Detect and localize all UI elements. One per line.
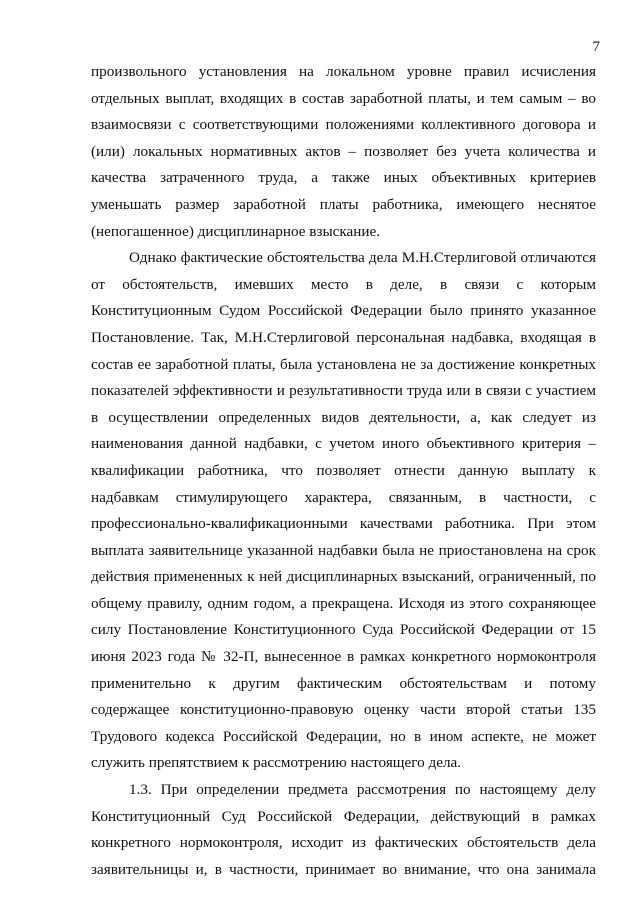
text-line: квалификации работника, что позволяет отнести данную выплату к: [91, 461, 596, 479]
text-line: состав ее заработной платы, была установлена не за достижение конкретных: [91, 355, 596, 373]
text-line: наименования данной надбавки, с учетом иного объективного критерия –: [91, 435, 596, 453]
text-line: содержащее конституционно-правовую оценку части второй статьи 135: [91, 701, 596, 719]
text-line: 1.3. При определении предмета рассмотрения по настоящему делу: [129, 781, 596, 799]
paragraph-2: [91, 245, 596, 777]
text-line: июня 2023 года № 32-П, вынесенное в рамках конкретного нормоконтроля: [91, 648, 596, 666]
page-number: 7: [592, 39, 600, 55]
text-line: произвольного установления на локальном уровне правил исчисления: [91, 63, 596, 80]
text-line: действия примененных к ней дисциплинарных взысканий, ограниченный, по: [91, 568, 596, 586]
text-line: уменьшать размер заработной платы работника, имеющего неснятое: [91, 195, 596, 213]
text-line: Трудового кодекса Российской Федерации, но в ином аспекте, не может: [91, 727, 596, 745]
text-line: применительно к другим фактическим обстоятельствам и потому: [91, 674, 596, 692]
text-line: Конституционный Суд Российской Федерации, действующий в рамках: [91, 807, 596, 825]
text-line: заявительницы и, в частности, принимает во внимание, что она занимала: [91, 860, 596, 878]
text-line: Однако фактические обстоятельства дела М.Н.Стерлиговой отличаются: [129, 249, 596, 267]
text-line: профессионально-квалификационными качествами работника. При этом: [91, 515, 596, 533]
paragraph-3: [91, 777, 596, 883]
document-body: [91, 59, 596, 883]
text-line: выплата заявительнице указанной надбавки была не приостановлена на срок: [91, 541, 596, 559]
text-line: от обстоятельств, имевших место в деле, в связи с которым: [91, 275, 596, 293]
text-line: (непогашенное) дисциплинарное взыскание.: [91, 222, 381, 240]
text-line: силу Постановление Конституционного Суда Российской Федерации от 15: [91, 621, 596, 639]
paragraph-1: [91, 59, 596, 245]
text-line: показателей эффективности и результативности труда или в связи с участием: [91, 382, 596, 400]
text-line: взаимосвязи с соответствующими положениями коллективного договора и: [91, 116, 596, 134]
text-line: общему правилу, одним годом, а прекращена. Исходя из этого сохраняющее: [91, 594, 596, 612]
text-line: (или) локальных нормативных актов – позволяет без учета количества и: [91, 142, 596, 160]
text-line: отдельных выплат, входящих в состав заработной платы, и тем самым – во: [91, 89, 596, 107]
text-line: служить препятствием к рассмотрению настоящего дела.: [91, 754, 462, 772]
text-line: качества затраченного труда, а также иных объективных критериев: [91, 169, 596, 187]
text-line: надбавкам стимулирующего характера, связанным, в частности, с: [91, 488, 596, 506]
text-line: Постановление. Так, М.Н.Стерлиговой персональная надбавка, входящая в: [91, 328, 596, 346]
text-line: конкретного нормоконтроля, исходит из фактических обстоятельств дела: [91, 834, 596, 852]
text-line: Конституционным Судом Российской Федерации было принято указанное: [91, 302, 596, 320]
text-line: в осуществлении определенных видов деятельности, а, как следует из: [91, 408, 596, 426]
